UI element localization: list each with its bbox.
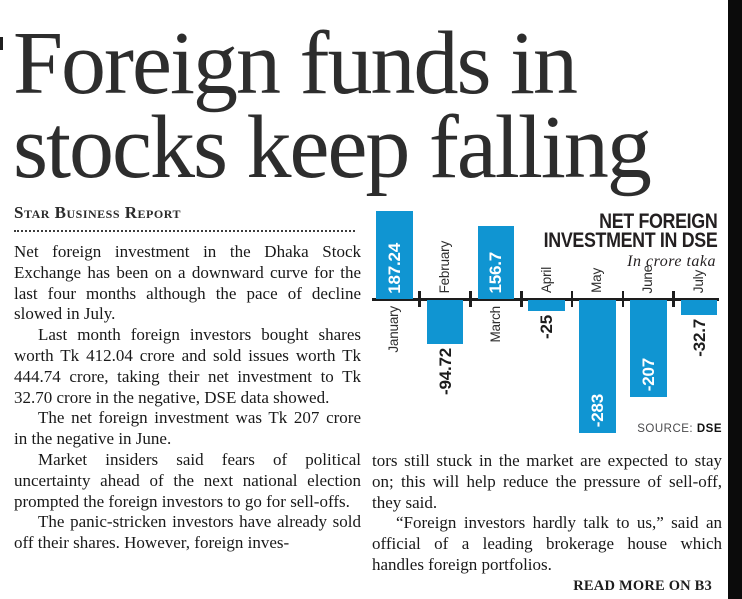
chart-axis-tick bbox=[672, 291, 675, 307]
chart-subtitle: In crore taka bbox=[627, 253, 716, 270]
chart-title bbox=[543, 210, 717, 252]
chart-net-foreign-investment bbox=[372, 198, 728, 446]
chart-month-label-january: January bbox=[386, 306, 402, 353]
body-paragraph: Last month foreign investors bought shares worth Tk 412.04 crore and sold issues worth Tk 444.74 crore, taking their net investment to Tk 32.70 crore in the negative, DSE data showed. bbox=[14, 325, 361, 407]
chart-axis-tick bbox=[520, 291, 523, 307]
chart-month-label-february: February bbox=[437, 240, 453, 293]
source-value: DSE bbox=[696, 423, 722, 435]
source-label: SOURCE: bbox=[637, 423, 694, 435]
chart-source bbox=[637, 423, 722, 435]
chart-axis-tick bbox=[622, 291, 625, 307]
chart-month-label-june: June bbox=[640, 264, 656, 293]
chart-bar-april bbox=[528, 300, 565, 312]
body-paragraph: “Foreign investors hardly talk to us,” said an official of a leading brokerage house which handles foreign portfolios. bbox=[372, 513, 722, 574]
chart-title-line-1: NET FOREIGN bbox=[598, 210, 717, 233]
headline-line-2: stocks keep falling bbox=[13, 98, 650, 197]
chart-month-label-april: April bbox=[538, 266, 554, 293]
chart-value-label-july: -32.7 bbox=[689, 318, 709, 357]
chart-bar-february bbox=[427, 300, 464, 345]
chart-value-label-january: 187.24 bbox=[384, 242, 404, 294]
chart-value-label-may: -283 bbox=[587, 393, 607, 428]
chart-axis-tick bbox=[469, 291, 472, 307]
body-paragraph: The panic-stricken investors have already sold off their shares. However, foreign inves- bbox=[14, 512, 361, 553]
headline bbox=[13, 14, 728, 197]
chart-value-label-june: -207 bbox=[638, 357, 658, 392]
left-edge-artifact bbox=[0, 37, 3, 50]
chart-month-label-july: July bbox=[691, 269, 707, 293]
article-left-column bbox=[14, 242, 361, 599]
chart-value-label-april: -25 bbox=[537, 315, 557, 340]
chart-value-label-february: -94.72 bbox=[435, 348, 455, 396]
chart-title-line-2: INVESTMENT IN DSE bbox=[543, 228, 717, 252]
chart-bar-july bbox=[681, 300, 718, 315]
chart-month-label-march: March bbox=[487, 306, 503, 343]
byline-separator bbox=[14, 230, 355, 232]
body-paragraph: Market insiders said fears of political uncertainty ahead of the next national election prompted the foreign investors to go for sell-offs. bbox=[14, 449, 361, 511]
body-paragraph: The net foreign investment was Tk 207 crore in the negative in June. bbox=[14, 408, 361, 449]
page-edge-strip bbox=[728, 0, 742, 599]
chart-value-label-march: 156.7 bbox=[486, 251, 506, 294]
body-paragraph: tors still stuck in the market are expected to stay on; this will help reduce the pressure of sell-off, they said. bbox=[372, 451, 722, 512]
article-right-column bbox=[372, 451, 722, 599]
read-more: READ MORE ON B3 bbox=[573, 577, 712, 594]
byline: Star Business Report bbox=[14, 203, 181, 222]
headline-line-1: Foreign funds in bbox=[13, 14, 576, 113]
chart-axis-tick bbox=[418, 291, 421, 307]
chart-axis-tick bbox=[571, 291, 574, 307]
body-paragraph: Net foreign investment in the Dhaka Stock Exchange has been on a downward curve for the last four months although the pace of decline slowed in July. bbox=[14, 242, 361, 324]
chart-month-label-may: May bbox=[589, 268, 605, 293]
